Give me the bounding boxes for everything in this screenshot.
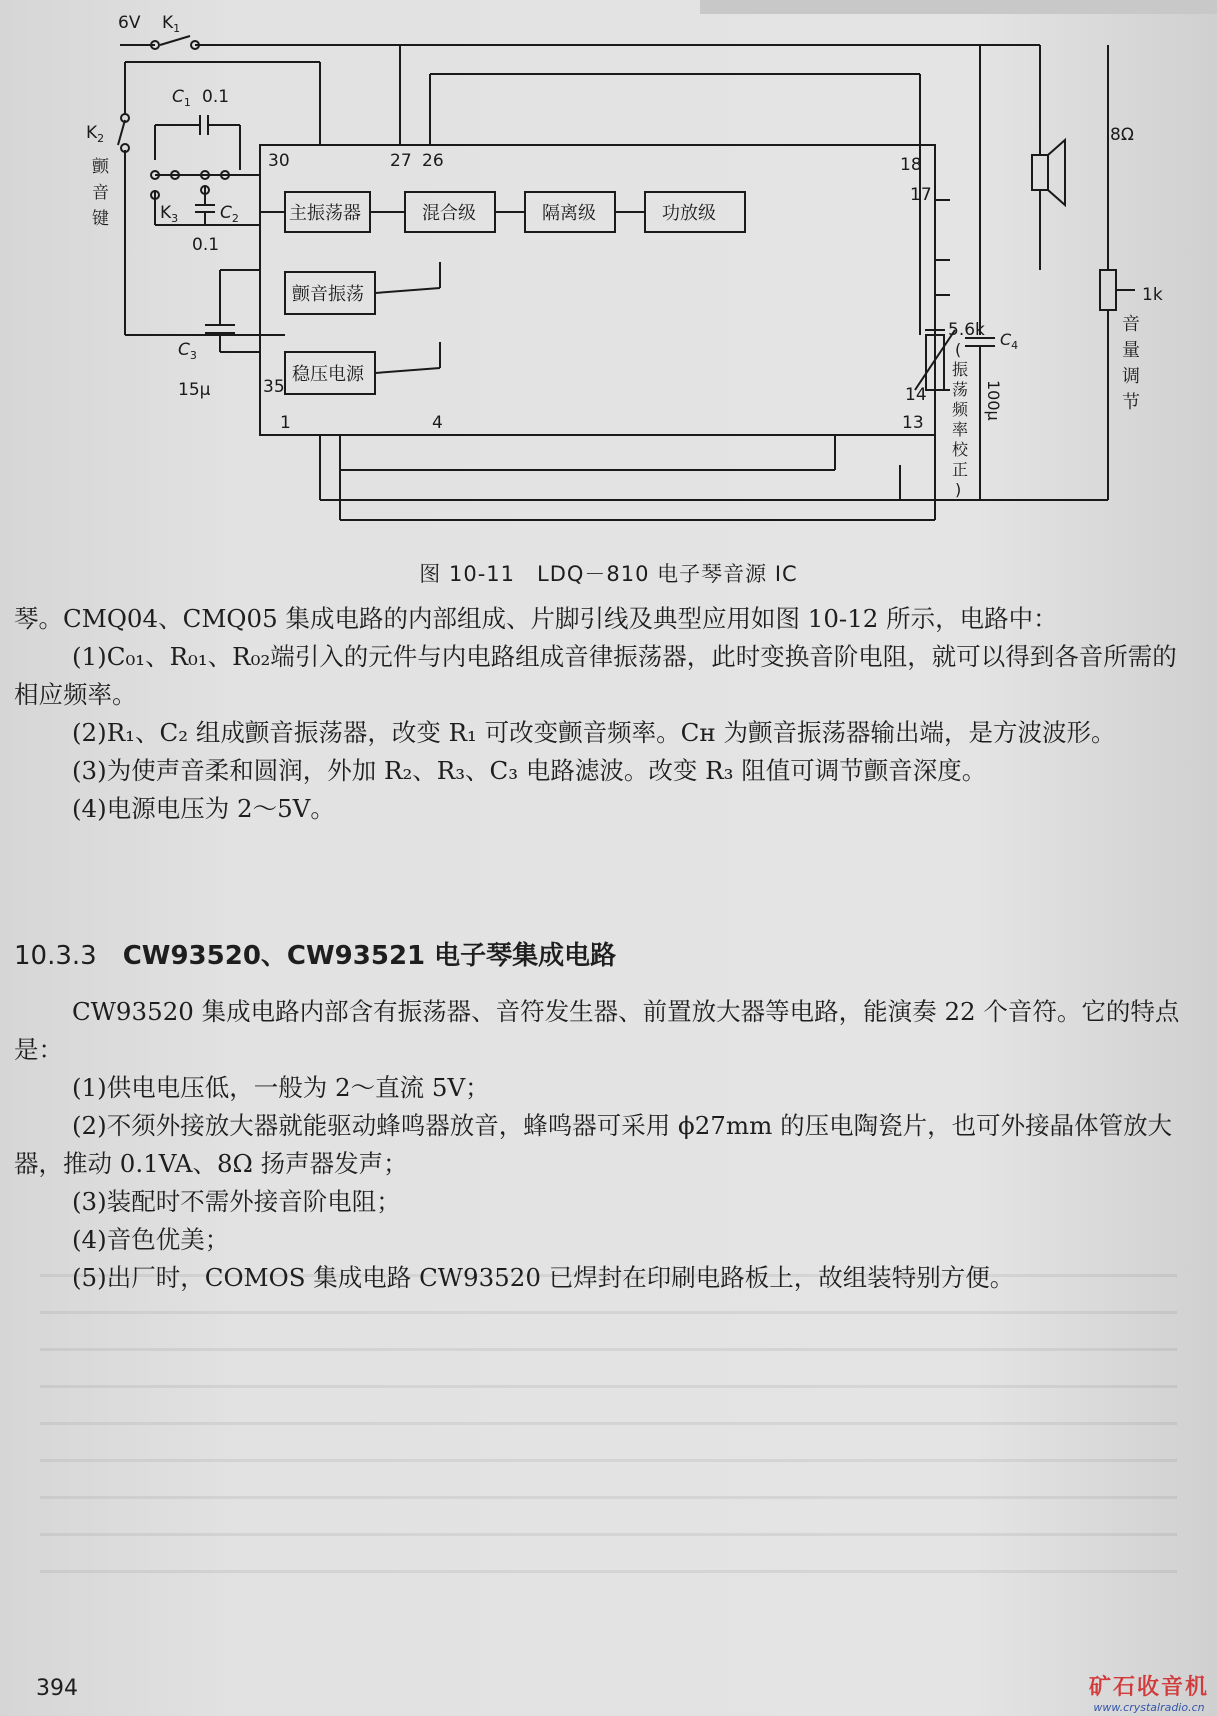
- reverse-side-bleed-through: [0, 1240, 1217, 1660]
- resistor-note-1: (: [955, 340, 962, 359]
- volume-char-4: 节: [1122, 392, 1140, 413]
- resistor-note-8: ): [955, 480, 962, 499]
- paragraph-b5: (4)音色优美；: [72, 1225, 230, 1254]
- k3-label: $K_3$: [160, 203, 179, 225]
- pin-27: 27: [390, 151, 412, 171]
- resistor-note-3: 荡: [952, 380, 969, 399]
- resistor-note-5: 率: [952, 420, 969, 439]
- pin-35: 35: [263, 377, 285, 397]
- section-heading: [14, 935, 616, 972]
- block-regulator: 稳压电源: [292, 364, 364, 385]
- resistor-note-6: 校: [952, 440, 969, 459]
- k2-vibrato-char-1: 颤: [92, 157, 109, 177]
- watermark-name: 矿石收音机: [1088, 1675, 1209, 1700]
- paragraph-a3: (2)R₁、C₂ 组成颤音振荡器，改变 R₁ 可改变颤音频率。Cʜ 为颤音振荡器输出端，是方波波形。: [72, 718, 1116, 747]
- pin-14: 14: [905, 385, 927, 405]
- c3-label: $C_3$: [178, 340, 197, 362]
- c4-label: $C_4$: [1000, 330, 1019, 352]
- block-isolation: 隔离级: [542, 203, 596, 224]
- pin-13: 13: [902, 413, 924, 433]
- paragraph-a1: 琴。CMQ04、CMQ05 集成电路的内部组成、片脚引线及典型应用如图 10-12 所示，电路中：: [14, 604, 1058, 633]
- paragraph-b6: (5)出厂时，COMOS 集成电路 CW93520 已焊封在印刷电路板上，故组装特别方便。: [72, 1263, 1015, 1292]
- section-title: CW93520、CW93521 电子琴集成电路: [122, 941, 617, 971]
- paragraph-a5: (4)电源电压为 2～5V。: [72, 794, 335, 823]
- block-mixer: 混合级: [422, 203, 476, 224]
- k2-vibrato-char-3: 键: [92, 209, 109, 229]
- site-watermark: [1089, 1670, 1209, 1714]
- paragraph-a4: (3)为使声音柔和圆润，外加 R₂、R₃、C₃ 电路滤波。改变 R₃ 阻值可调节颤音深度。: [72, 756, 987, 785]
- section-number: 10.3.3: [14, 941, 97, 971]
- k2-vibrato-char-2: 音: [92, 183, 109, 203]
- volume-char-2: 量: [1122, 340, 1140, 361]
- block-main-oscillator: 主振荡器: [289, 203, 361, 224]
- page-number: 394: [36, 1676, 78, 1701]
- k1-label: $K_1$: [162, 13, 181, 35]
- paragraph-a2: (1)C₀₁、R₀₁、R₀₂端引入的元件与内电路组成音律振荡器，此时变换音阶电阻，就可以得到各音所需的相应频率。: [14, 642, 1177, 709]
- pin-26: 26: [422, 151, 444, 171]
- paragraph-b3: (2)不须外接放大器就能驱动蜂鸣器放音，蜂鸣器可采用 ϕ27mm 的压电陶瓷片，也可外接晶体管放大器，推动 0.1VA、8Ω 扬声器发声；: [14, 1111, 1173, 1178]
- watermark-url: www.crystalradio.cn: [1093, 1701, 1205, 1714]
- c2-value: 0.1: [192, 235, 220, 255]
- pin-18: 18: [900, 155, 922, 175]
- supply-label: 6V: [118, 13, 141, 33]
- resistor-note-4: 频: [952, 400, 969, 419]
- volume-char-1: 音: [1122, 314, 1140, 335]
- circuit-diagram: [86, 0, 1163, 540]
- c1-label: $C_1$: [172, 87, 191, 109]
- c4-value: 100μ: [984, 380, 1003, 421]
- volume-char-3: 调: [1122, 366, 1140, 387]
- pin-30: 30: [268, 151, 290, 171]
- resistor-note-2: 振: [952, 360, 969, 379]
- resistor-56k-label: 5.6k: [948, 320, 985, 340]
- c3-value: 15μ: [178, 380, 211, 400]
- paragraph-b2: (1)供电电压低，一般为 2～直流 5V；: [72, 1073, 490, 1102]
- c2-label: $C_2$: [220, 203, 239, 225]
- paragraph-b4: (3)装配时不需外接音阶电阻；: [72, 1187, 401, 1216]
- resistor-note-7: 正: [952, 460, 969, 479]
- body-paragraphs-a: [14, 600, 1194, 828]
- block-vibrato-oscillator: 颤音振荡: [292, 284, 364, 305]
- pin-1: 1: [280, 413, 291, 433]
- figure-caption: 图 10-11 LDQ－810 电子琴音源 IC: [419, 562, 798, 586]
- pin-17: 17: [910, 185, 932, 205]
- c1-value: 0.1: [202, 87, 230, 107]
- pot-label: 1k: [1142, 285, 1163, 305]
- paragraph-b1: CW93520 集成电路内部含有振荡器、音符发生器、前置放大器等电路，能演奏 22 个音符。它的特点是：: [14, 997, 1180, 1064]
- block-power-amp: 功放级: [662, 203, 716, 224]
- k2-label: $K_2$: [86, 123, 105, 145]
- speaker-label: 8Ω: [1110, 125, 1134, 145]
- pin-4: 4: [432, 413, 443, 433]
